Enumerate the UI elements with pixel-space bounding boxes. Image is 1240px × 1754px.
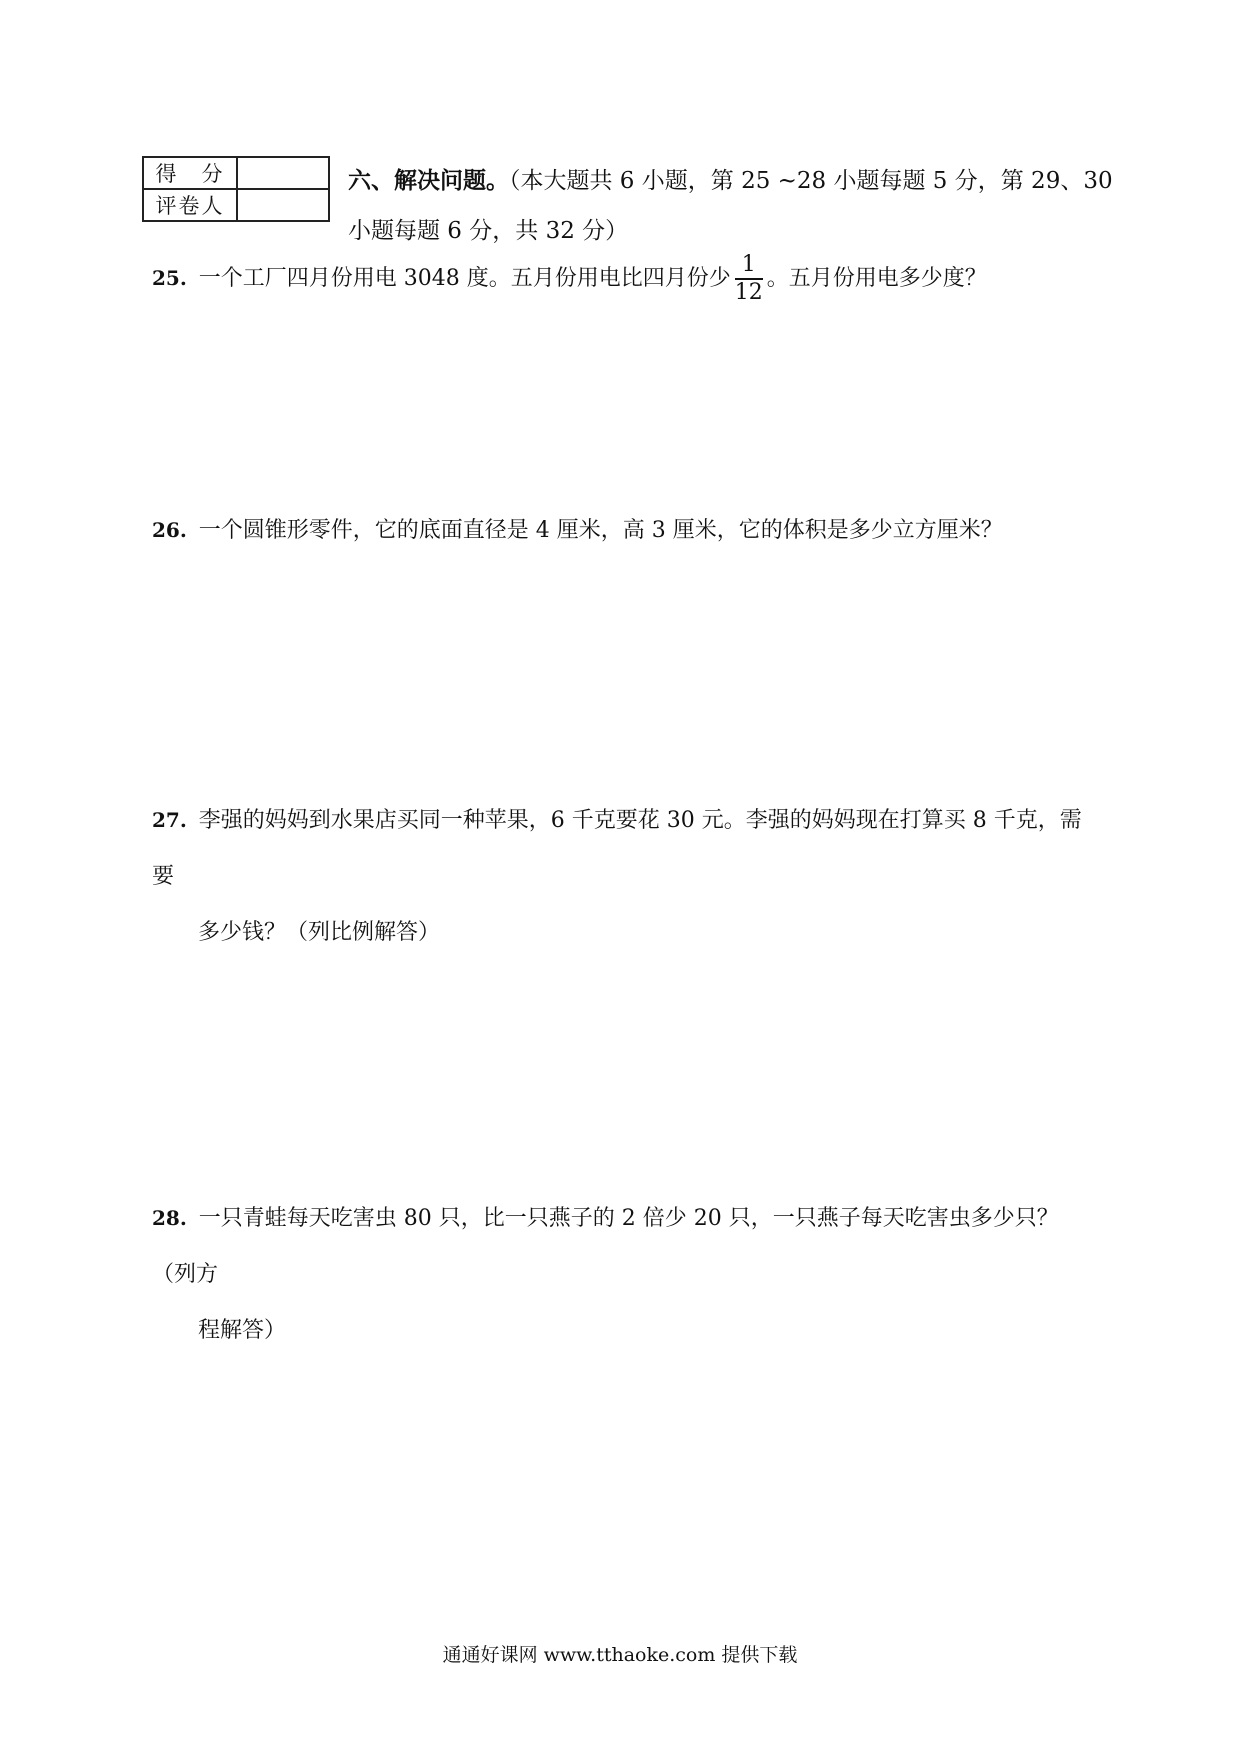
fraction-denominator: 12 bbox=[734, 280, 763, 305]
question-28 bbox=[152, 1190, 1102, 1359]
question-text-before: 一个工厂四月份用电 3048 度。五月份用电比四月份少 bbox=[198, 266, 731, 291]
score-cell bbox=[237, 157, 329, 189]
section-heading bbox=[348, 156, 1118, 256]
fraction bbox=[735, 252, 763, 306]
question-text-after: 。五月份用电多少度？ bbox=[766, 266, 987, 291]
grader-cell bbox=[237, 189, 329, 221]
grader-label: 评卷人 bbox=[143, 189, 237, 221]
footer-credit: 通通好课网 www.tthaoke.com 提供下载 bbox=[442, 1644, 798, 1666]
question-26 bbox=[152, 502, 1102, 559]
question-text-line1: 一只青蛙每天吃害虫 80 只，比一只燕子的 2 倍少 20 只，一只燕子每天吃害虫多少只？（列方 bbox=[152, 1206, 1059, 1287]
score-table bbox=[142, 156, 330, 222]
question-number: 26. bbox=[152, 518, 187, 542]
question-number: 25. bbox=[152, 266, 187, 290]
question-text-line2: 多少钱？（列比例解答） bbox=[198, 920, 441, 945]
question-number: 27. bbox=[152, 808, 187, 832]
fraction-numerator: 1 bbox=[735, 252, 763, 280]
section-title: 六、解决问题。 bbox=[348, 167, 509, 194]
question-27 bbox=[152, 792, 1102, 961]
question-text-line2: 程解答） bbox=[198, 1318, 287, 1343]
question-text-line1: 李强的妈妈到水果店买同一种苹果，6 千克要花 30 元。李强的妈妈现在打算买 8 千克，需要 bbox=[152, 808, 1082, 889]
question-text: 一个圆锥形零件，它的底面直径是 4 厘米，高 3 厘米，它的体积是多少立方厘米？ bbox=[198, 518, 1003, 543]
question-number: 28. bbox=[152, 1206, 187, 1230]
question-25 bbox=[152, 250, 1102, 307]
score-label: 得 分 bbox=[143, 157, 237, 189]
section-note: （本大题共 6 小题，第 25 ~28 小题每题 5 分，第 29、30 小题每题 6 分，共 32 分） bbox=[348, 168, 1113, 244]
